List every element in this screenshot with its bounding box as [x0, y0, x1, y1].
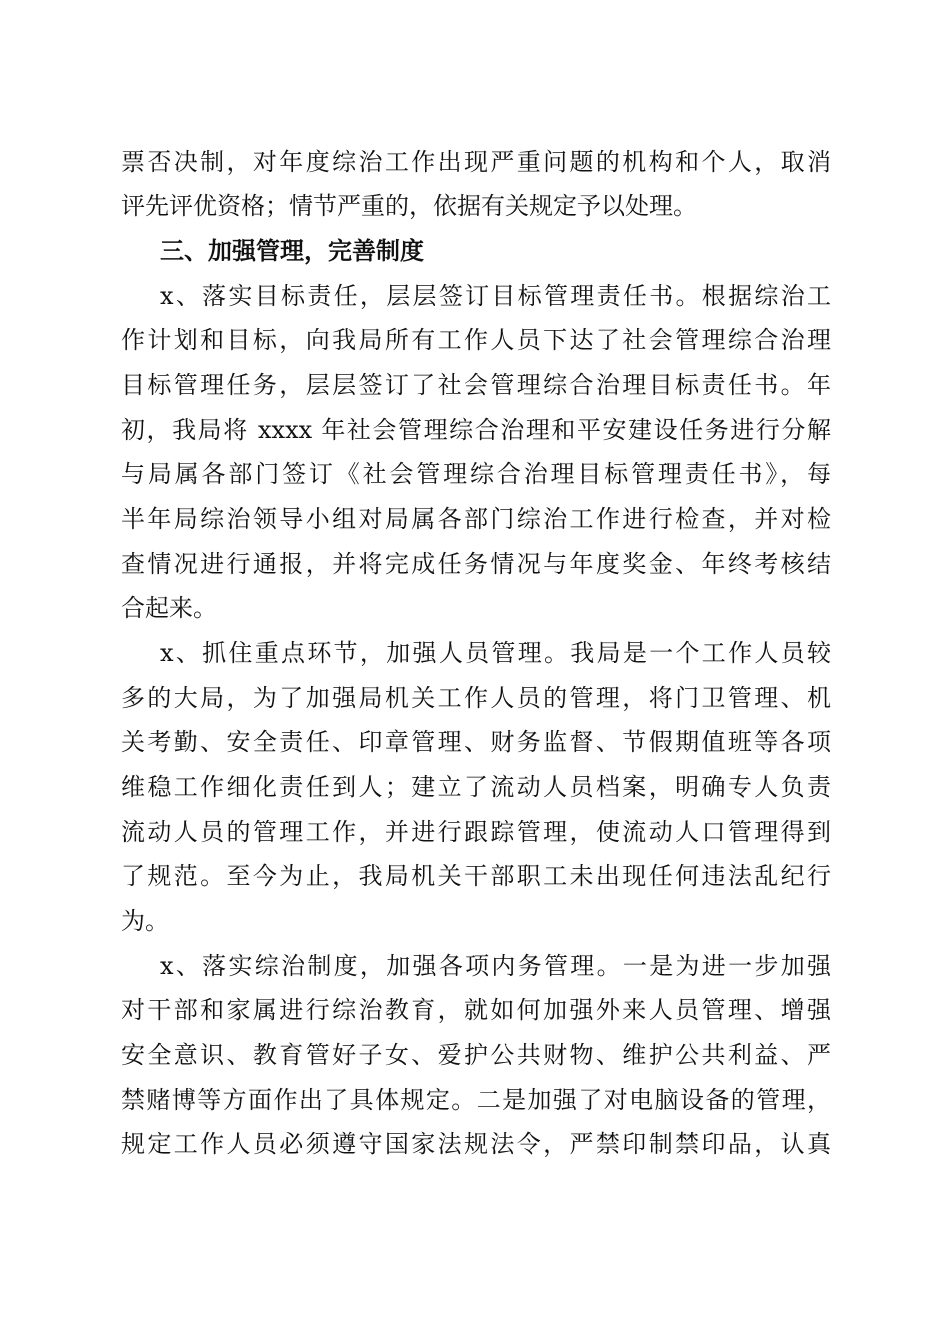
paragraph-2-line: 多的大局，为了加强局机关工作人员的管理，将门卫管理、机 — [121, 684, 831, 712]
paragraph-3-line: 对干部和家属进行综治教育，就如何加强外来人员管理、增强 — [121, 996, 831, 1024]
paragraph-1-line: 半年局综治领导小组对局属各部门综治工作进行检查，并对检 — [121, 505, 831, 533]
paragraph-1-line: 作计划和目标，向我局所有工作人员下达了社会管理综合治理 — [121, 326, 831, 354]
paragraph-2-line: 了规范。至今为止，我局机关干部职工未出现任何违法乱纪行 — [121, 862, 831, 890]
paragraph-3-line: 禁赌博等方面作出了具体规定。二是加强了对电脑设备的管理， — [121, 1086, 831, 1114]
paragraph-1-line: 合起来。 — [121, 594, 217, 622]
section-heading: 三、加强管理，完善制度 — [160, 237, 424, 265]
paragraph-2-line: 为。 — [121, 907, 169, 935]
paragraph-1-line: x、落实目标责任，层层签订目标管理责任书。根据综治工 — [160, 282, 831, 310]
text-line: 票否决制，对年度综治工作出现严重问题的机构和个人，取消 — [121, 148, 831, 176]
paragraph-2-line: 维稳工作细化责任到人；建立了流动人员档案，明确专人负责 — [121, 773, 831, 801]
paragraph-1-line: 与局属各部门签订《社会管理综合治理目标管理责任书》，每 — [121, 460, 831, 488]
paragraph-1-line: 初，我局将 xxxx 年社会管理综合治理和平安建设任务进行分解 — [121, 416, 831, 444]
paragraph-1-line: 目标管理任务，层层签订了社会管理综合治理目标责任书。年 — [121, 371, 831, 399]
paragraph-2-line: 流动人员的管理工作，并进行跟踪管理，使流动人口管理得到 — [121, 818, 831, 846]
paragraph-3-line: 规定工作人员必须遵守国家法规法令，严禁印制禁印品，认真 — [121, 1130, 831, 1158]
text-line: 评先评优资格；情节严重的，依据有关规定予以处理。 — [121, 192, 697, 220]
paragraph-3-line: x、落实综治制度，加强各项内务管理。一是为进一步加强 — [160, 952, 831, 980]
paragraph-2-line: 关考勤、安全责任、印章管理、财务监督、节假期值班等各项 — [121, 728, 831, 756]
paragraph-3-line: 安全意识、教育管好子女、爱护公共财物、维护公共利益、严 — [121, 1041, 831, 1069]
paragraph-1-line: 查情况进行通报，并将完成任务情况与年度奖金、年终考核结 — [121, 550, 831, 578]
paragraph-2-line: x、抓住重点环节，加强人员管理。我局是一个工作人员较 — [160, 639, 831, 667]
